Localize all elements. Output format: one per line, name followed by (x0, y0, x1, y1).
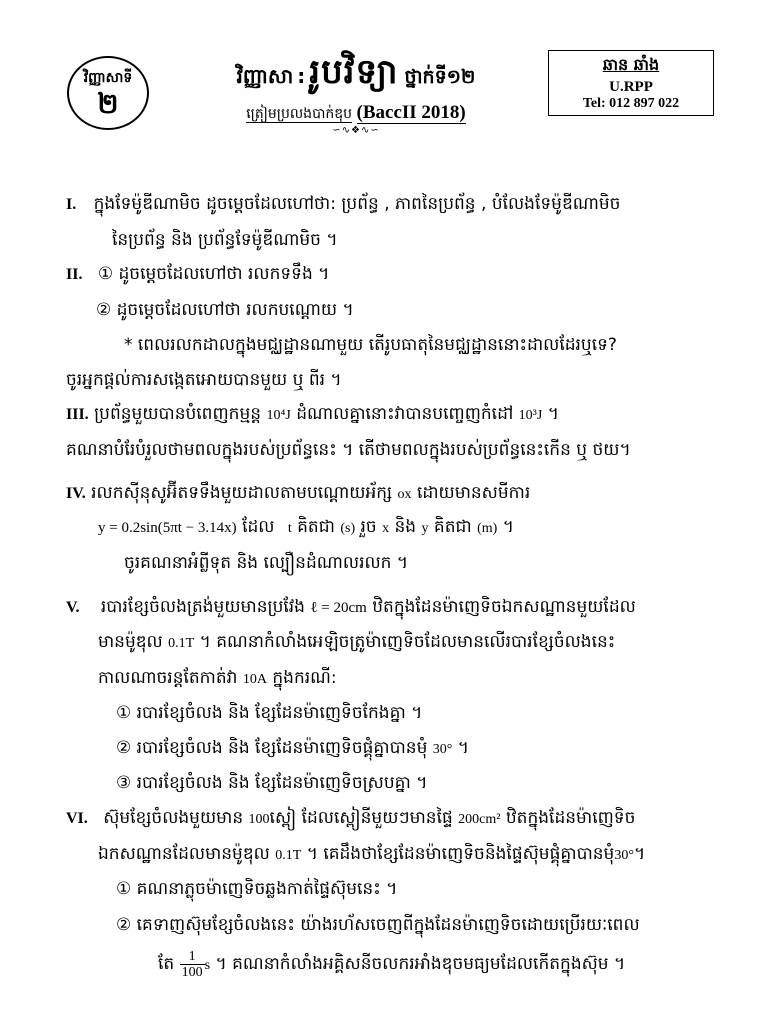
question-text: ។ (457, 738, 469, 758)
title-colon: : (297, 64, 306, 88)
author-box (548, 50, 714, 116)
question-6-part-b-cont (158, 948, 625, 982)
axis-label: ox (397, 487, 412, 502)
question-1-line-2: នៃប្រព័ន្ធ និង ប្រព័ន្ធទែម៉ូឌីណាមិច ។ (112, 230, 338, 250)
question-text: តែ (158, 954, 175, 974)
question-6-line-1 (66, 806, 635, 832)
question-text: របារខ្សែចំលងត្រង់មួយមានប្រវែង (100, 597, 305, 617)
question-text: ដោយមានសមីការ (416, 483, 531, 503)
variable-y: y (421, 521, 429, 536)
question-text: ។ (502, 517, 514, 537)
question-text: ឯកសណ្ឋានដែលមានម៉ូឌុល (98, 844, 270, 864)
question-3-line-2: គណនាបំរែបំរួលថាមពលក្នុងរបស់ប្រព័ន្ធនេះ ។ តើថាមពលក្នុងរបស់ប្រព័ន្ធនេះកើន ឬ ថយ។ (66, 440, 631, 460)
question-text: ។ គណនាកំលាំងអគ្គិសនីចលករអាំងឌុចមធ្យមដែលកើតក្នុងស៊ុម ។ (215, 954, 626, 974)
field-strength: 0.1T (275, 848, 302, 863)
work-value: 10⁴J (266, 408, 291, 423)
question-text: ។ (633, 844, 646, 864)
question-text: គិតជា (297, 517, 335, 537)
angle-value: 30° (614, 848, 634, 863)
question-number: I. (66, 196, 77, 213)
turns-count: 100 (248, 812, 270, 827)
question-number: III. (66, 406, 89, 423)
question-2-part-b: ② ដូចម្តេចដែលហៅថា រលកបណ្តោយ ។ (96, 300, 354, 320)
time-fraction (180, 949, 205, 980)
question-5-line-2 (98, 630, 615, 656)
question-4-line-2 (98, 515, 514, 541)
badge-number: ២ (97, 87, 119, 120)
question-2-note: * ពេលរលកដាលក្នុងមជ្ឈដ្ឋានណាមួយ តើរូបធាតុនៃមជ្ឈដ្ឋាននោះដាលដែរឬទេ? (124, 335, 617, 355)
angle-value: 30° (432, 742, 453, 757)
fraction-numerator: 1 (180, 949, 205, 965)
fraction-denominator: 100 (181, 964, 203, 980)
question-text: ។ គណនាកំលាំងអេឡិចត្រូម៉ាញេទិចដែលមានលើរបារខ្សែចំលងនេះ (199, 632, 616, 652)
question-text: ប្រព័ន្ធមួយបានបំពេញកម្មន្ត (94, 404, 262, 424)
loop-area: 200cm² (458, 812, 501, 827)
prep-text: ត្រៀមប្រលងបាក់ឌុប (246, 106, 353, 122)
subject-label: វិញ្ញាសា (236, 64, 294, 88)
question-number: IV. (66, 485, 86, 502)
question-text: ។ គេដឹងថាខ្សែដែនម៉ាញេទិចនិងផ្ទៃស៊ុមផ្គុំគ្នាបានមុំ (306, 844, 615, 864)
time-unit: s (204, 958, 211, 973)
question-text: កាលណាចរន្តតែកាត់វា (98, 668, 238, 688)
question-text: រលកស៊ីនុសូអ៊ីតទទឹងមួយដាលតាមបណ្តោយអ័ក្ស (91, 483, 393, 503)
question-2-part-a (66, 262, 329, 287)
current-value: 10A (242, 672, 267, 687)
rod-length: ℓ = 20cm (310, 600, 367, 616)
question-text: ក្នុងករណី: (272, 668, 337, 688)
question-1-line-1 (66, 192, 620, 217)
question-5-part-c: ③ របារខ្សែចំលង និង ខ្សែដែនម៉ាញេទិចស្របគ្នា ។ (116, 773, 428, 793)
field-strength: 0.1T (168, 636, 195, 651)
question-5-part-b (116, 736, 469, 762)
question-4-line-3: ចូរគណនាអំព្លីទុត និង ល្បឿនដំណាលរលក ។ (124, 553, 409, 573)
wave-equation: y = 0.2sin(5πt − 3.14x) (98, 520, 237, 536)
question-text: មានម៉ូឌុល (98, 632, 163, 652)
question-6-part-b: ② គេទាញស៊ុមខ្សែចំលងនេះ យ៉ាងរហ័សចេញពីក្នុងដែនម៉ាញេទិចដោយប្រើរយៈពេល (116, 915, 640, 935)
question-text: គិតជា (433, 517, 472, 537)
question-text: ដែល (242, 517, 275, 537)
question-5-part-a: ① របារខ្សែចំលង និង ខ្សែដែនម៉ាញេទិចកែងគ្នា ។ (116, 703, 423, 723)
exam-title-block (206, 50, 506, 136)
question-5-line-1 (66, 595, 636, 620)
exam-number-badge (67, 56, 149, 130)
question-text: ① ដូចម្តេចដែលហៅថា រលកទទឹង ។ (97, 264, 330, 284)
unit-meters: (m) (477, 521, 498, 536)
question-6-line-2 (98, 842, 645, 868)
subject-name: រូបវិទ្យា (309, 52, 399, 92)
author-org: U.RPP (609, 79, 653, 95)
question-text: ស៊ុមខ្សែចំលងមួយមាន (103, 808, 244, 828)
ornament-divider: ∽∿❖∿∽ (332, 125, 380, 136)
variable-t: t (287, 521, 292, 536)
grade-label: ថ្នាក់ទី១២ (404, 66, 476, 88)
question-text: ឋិតក្នុងដែនម៉ាញេទិចឯកសណ្ឋានមួយដែល (372, 597, 636, 617)
exam-label: (BaccII 2018) (356, 102, 466, 123)
heat-value: 10³J (518, 408, 543, 423)
question-text: ស្ពៀ ដែលស្ពៀនីមួយៗមានផ្ទៃ (269, 808, 453, 828)
question-text: ② របារខ្សែចំលង និង ខ្សែដែនម៉ាញេទិចផ្គុំគ្នាបានមុំ (116, 738, 428, 758)
question-text: ឋិតក្នុងដែនម៉ាញេទិច (505, 808, 636, 828)
question-number: V. (66, 599, 80, 616)
question-text: និង (394, 517, 417, 537)
question-text: រួច (360, 517, 377, 537)
variable-x: x (382, 521, 390, 536)
question-5-line-3 (98, 666, 337, 692)
question-text: ដំណាលគ្នានោះវាបានបញ្ចេញកំដៅ (296, 404, 514, 424)
unit-seconds: (s) (340, 521, 356, 536)
question-2-note-2: ចូរអ្នកផ្តល់ការសង្កេតអោយបានមួយ ឬ ពីរ ។ (66, 370, 342, 390)
question-number: II. (66, 266, 83, 283)
author-tel: Tel: 012 897 022 (582, 96, 680, 111)
question-number: VI. (66, 810, 88, 827)
question-text: ក្នុងទែម៉ូឌីណាមិច ដូចម្តេចដែលហៅថា: ប្រព័ន្ធ , ភាពនៃប្រព័ន្ធ , បំលែងទែម៉ូឌីណាមិច (93, 194, 621, 214)
question-4-line-1 (66, 481, 530, 507)
question-text: ។ (547, 404, 559, 424)
question-6-part-a: ① គណនាភ្លុចម៉ាញេទិចឆ្លងកាត់ផ្ទៃស៊ុមនេះ ។ (116, 879, 398, 899)
question-3-line-1 (66, 402, 559, 428)
author-name: ឆាន ឆាំង (602, 55, 660, 74)
badge-label: វិញ្ញាសាទី (83, 70, 133, 86)
